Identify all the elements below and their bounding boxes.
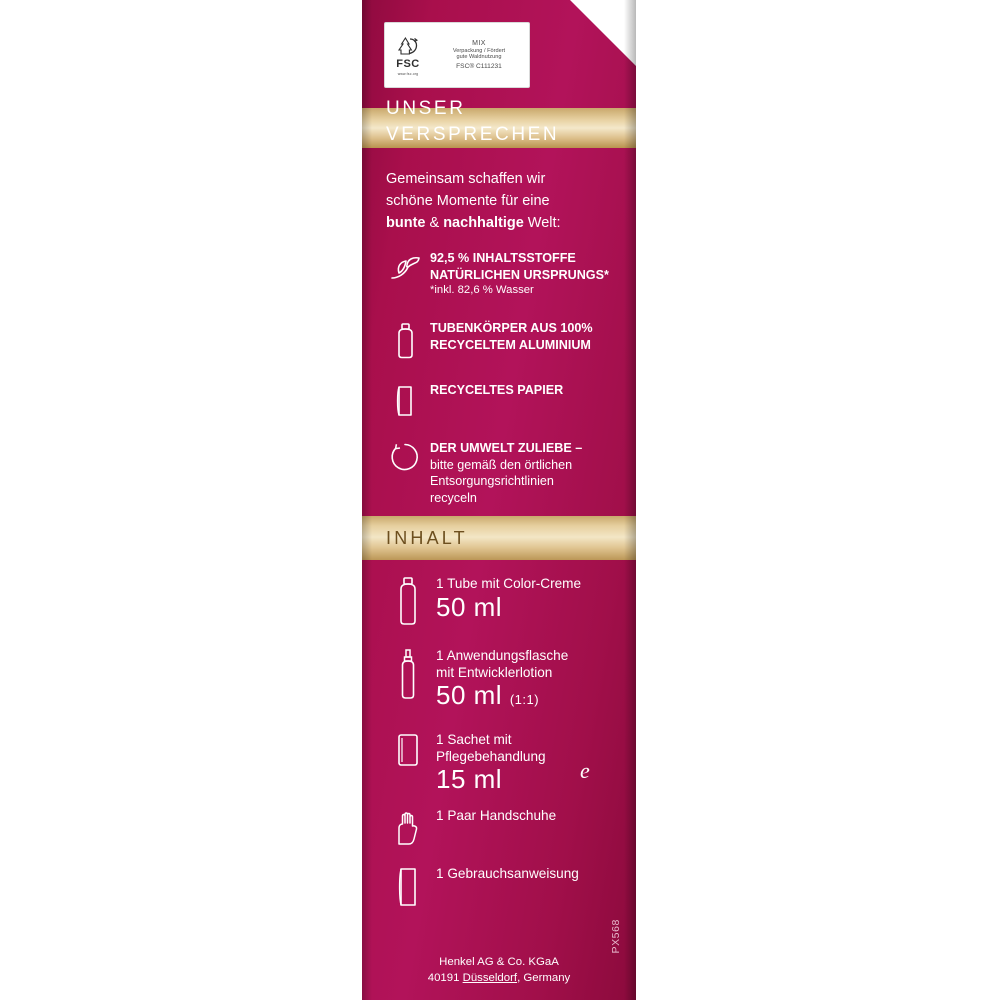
promise-item-3-line-2: bitte gemäß den örtlichen (430, 457, 573, 472)
contents-item-3-desc-1: Paar Handschuhe (447, 808, 557, 823)
promise-item-tube-text (428, 320, 593, 353)
promise-item-0-line-1: 92,5 % INHALTSSTOFFE (430, 251, 576, 265)
manufacturer-name: Henkel AG & Co. KGaA (439, 955, 559, 968)
address-country: , Germany (517, 971, 571, 984)
contents-item-2-line-1 (436, 732, 546, 749)
leaf-icon (382, 250, 428, 286)
promise-intro-line-2: schöne Momente für eine (386, 193, 550, 210)
batch-side-code: PX568 (610, 919, 622, 954)
promise-intro (386, 168, 601, 234)
fsc-desc-line-2: gute Waldnutzung (456, 54, 502, 61)
promise-item-1-line-2: RECYCELTEM ALUMINIUM (430, 337, 591, 352)
fsc-mix-line: MIX (472, 39, 486, 47)
promise-item-paper-text (428, 382, 563, 399)
leaflet-icon (382, 866, 434, 912)
promise-heading (386, 96, 616, 147)
fsc-desc-line-1: Verpackung / Fördert (452, 47, 506, 54)
promise-item-1-line-1: TUBENKÖRPER AUS 100% (430, 321, 593, 335)
contents-band (362, 516, 636, 560)
promise-heading-line-1: UNSER (386, 98, 466, 119)
fsc-logo-word: FSC (396, 58, 420, 70)
address-city: Düsseldorf (462, 971, 518, 984)
contents-item-3-line-1 (436, 808, 556, 825)
contents-item-1-amount: 50 ml (436, 680, 503, 711)
panel-left-shading (362, 0, 372, 1000)
promise-item-natural-ingredients (382, 250, 617, 298)
promise-heading-line-2: VERSPRECHEN (386, 123, 560, 145)
promise-intro-bold-1: bunte (386, 215, 426, 232)
promise-intro-bold-2: nachhaltige (443, 215, 524, 232)
promise-intro-line-1: Gemeinsam schaffen wir (386, 171, 546, 187)
contents-item-0-desc: Tube mit Color-Creme (447, 576, 582, 591)
product-package-panel (362, 0, 636, 1000)
contents-item-2-desc-1: Sachet mit (447, 732, 512, 747)
contents-item-tube (382, 576, 632, 628)
contents-item-2-desc-2: Pflegebehandlung (436, 748, 546, 764)
promise-item-0-line-2: NATÜRLICHEN URSPRUNGS* (430, 267, 609, 282)
contents-item-0-amount: 50 ml (436, 591, 503, 622)
tube-icon (382, 576, 434, 628)
contents-item-sachet (382, 732, 632, 795)
fsc-logo-url: www.fsc.org (397, 72, 419, 76)
manufacturer-footer (362, 954, 636, 986)
contents-item-4-text (434, 866, 579, 883)
promise-item-recycled-aluminium (382, 320, 617, 360)
estimated-sign: e (580, 758, 590, 783)
contents-item-1-amount-wrap (436, 681, 568, 711)
contents-item-leaflet (382, 866, 632, 912)
contents-item-1-ratio: (1:1) (509, 692, 540, 708)
contents-item-1-desc-1: Anwendungsflasche (446, 648, 569, 663)
paper-icon (382, 382, 428, 418)
promise-item-3-line-1: DER UMWELT ZULIEBE – (430, 441, 583, 455)
contents-item-0-qty: 1 (436, 576, 444, 591)
contents-item-gloves (382, 808, 632, 848)
promise-item-2-line-1: RECYCELTES PAPIER (430, 383, 564, 397)
promise-intro-tail: Welt: (523, 215, 561, 232)
contents-item-3-qty: 1 (436, 808, 444, 823)
contents-item-4-desc-1: Gebrauchsanweisung (447, 866, 579, 881)
contents-item-2-qty: 1 (436, 732, 444, 747)
contents-item-2-text (434, 732, 546, 795)
promise-item-0-line-3: *inkl. 82,6 % Wasser (430, 284, 534, 297)
fsc-certification-label (384, 22, 530, 88)
promise-item-environment (382, 440, 617, 506)
promise-item-environment-text (428, 440, 582, 506)
tube-icon (382, 320, 428, 360)
bottle-icon (382, 648, 434, 704)
gloves-icon (382, 808, 434, 848)
promise-item-3-line-3: Entsorgungsrichtlinien (430, 474, 554, 489)
contents-item-1-qty: 1 (436, 648, 444, 663)
contents-item-4-line-1 (436, 866, 579, 883)
panel-right-shading (624, 0, 636, 1000)
promise-item-3-line-4: recyceln (430, 490, 477, 505)
promise-intro-line-3 (386, 212, 601, 234)
contents-item-4-qty: 1 (436, 866, 444, 881)
contents-item-2-amount: 15 ml (436, 764, 503, 795)
fsc-label-text (431, 40, 529, 71)
contents-item-bottle (382, 648, 632, 711)
promise-item-recycled-paper (382, 382, 617, 418)
sachet-icon (382, 732, 434, 782)
contents-item-1-desc-2: mit Entwicklerlotion (436, 664, 553, 680)
contents-item-3-text (434, 808, 556, 825)
contents-item-1-text (434, 648, 568, 711)
contents-item-0-text (434, 576, 581, 622)
manufacturer-address (362, 970, 636, 986)
contents-band-title: INHALT (386, 527, 468, 548)
contents-item-1-line-1 (436, 648, 568, 665)
recycle-circle-icon (382, 440, 428, 472)
fsc-tree-icon (397, 34, 419, 58)
fsc-logo (385, 23, 431, 87)
promise-intro-amp: & (425, 215, 444, 232)
contents-item-0-line (436, 576, 581, 593)
fsc-code: FSC® C111231 (456, 62, 502, 70)
promise-item-natural-text (428, 250, 609, 298)
address-zip: 40191 (427, 971, 463, 984)
